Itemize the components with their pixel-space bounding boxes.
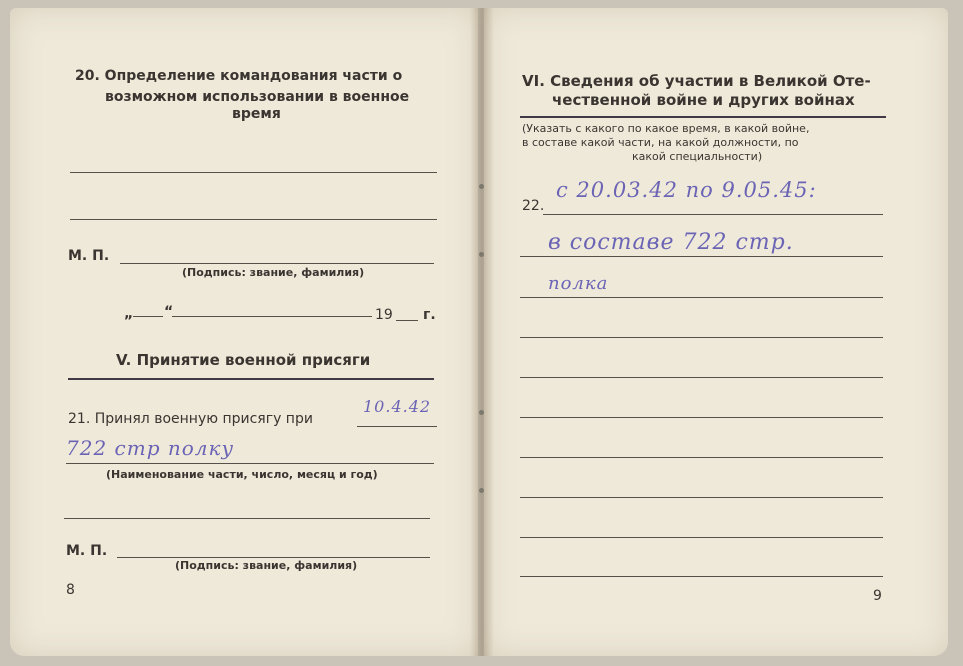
fill-line: [64, 518, 430, 519]
staple-hole: [479, 410, 484, 415]
staple-hole: [479, 184, 484, 189]
handwritten-service-dates: с 20.03.42 по 9.05.45:: [556, 178, 817, 202]
unit-caption: (Наименование части, число, месяц и год): [106, 468, 378, 481]
fill-line: [520, 497, 883, 498]
signature-line: [120, 263, 434, 264]
date-month-line: [172, 316, 372, 317]
stamp-label: М. П.: [68, 248, 110, 264]
fill-line: [357, 426, 437, 427]
fill-line: [70, 172, 437, 173]
fill-line: [70, 219, 437, 220]
page-number-left: 8: [66, 582, 75, 598]
date-open-quote: „: [124, 306, 134, 322]
item20-line3: время: [232, 106, 281, 122]
handwritten-unit: 722 стр полку: [66, 436, 235, 460]
instruction-line1: (Указать с какого по какое время, в какой войне,: [522, 122, 810, 135]
date-day-line: [133, 316, 163, 317]
item20-line1: 20. Определение командования части о: [75, 68, 403, 84]
handwritten-oath-date: 10.4.42: [363, 397, 432, 416]
fill-line: [520, 377, 883, 378]
section6-title-line2: чественной войне и других войнах: [552, 91, 855, 109]
fill-line: [520, 417, 883, 418]
page-number-right: 9: [873, 588, 882, 604]
section5-title: V. Принятие военной присяги: [116, 351, 371, 369]
date-close-quote: “: [164, 304, 174, 320]
fill-line: [520, 537, 883, 538]
item21-label: 21. Принял военную присягу при: [68, 411, 313, 427]
signature-line: [117, 557, 430, 558]
staple-hole: [479, 252, 484, 257]
handwritten-service-unit: в составе 722 стр.: [548, 230, 794, 255]
fill-line: [66, 463, 434, 464]
signature-caption: (Подпись: звание, фамилия): [175, 559, 358, 572]
book-gutter: [470, 8, 494, 656]
item20-line2: возможном использовании в военное: [105, 89, 410, 105]
handwritten-service-unit-cont: полка: [548, 273, 609, 294]
date-year: 19: [375, 307, 393, 323]
fill-line: [543, 214, 883, 215]
fill-line: [520, 457, 883, 458]
fill-line: [520, 337, 883, 338]
fill-line: [520, 576, 883, 577]
staple-hole: [479, 488, 484, 493]
fill-line: [520, 256, 883, 257]
section-rule: [68, 378, 434, 380]
instruction-line2: в составе какой части, на какой должности, по: [522, 136, 799, 149]
fill-line: [520, 297, 883, 298]
instruction-line3: какой специальности): [632, 150, 763, 163]
section6-title-line1: VI. Сведения об участии в Великой Оте-: [522, 72, 871, 90]
date-year-line: [396, 320, 418, 321]
date-suffix: г.: [423, 307, 436, 323]
section-rule: [520, 116, 886, 118]
stamp-label: М. П.: [66, 543, 108, 559]
item22-label: 22.: [522, 198, 545, 214]
signature-caption: (Подпись: звание, фамилия): [182, 266, 365, 279]
